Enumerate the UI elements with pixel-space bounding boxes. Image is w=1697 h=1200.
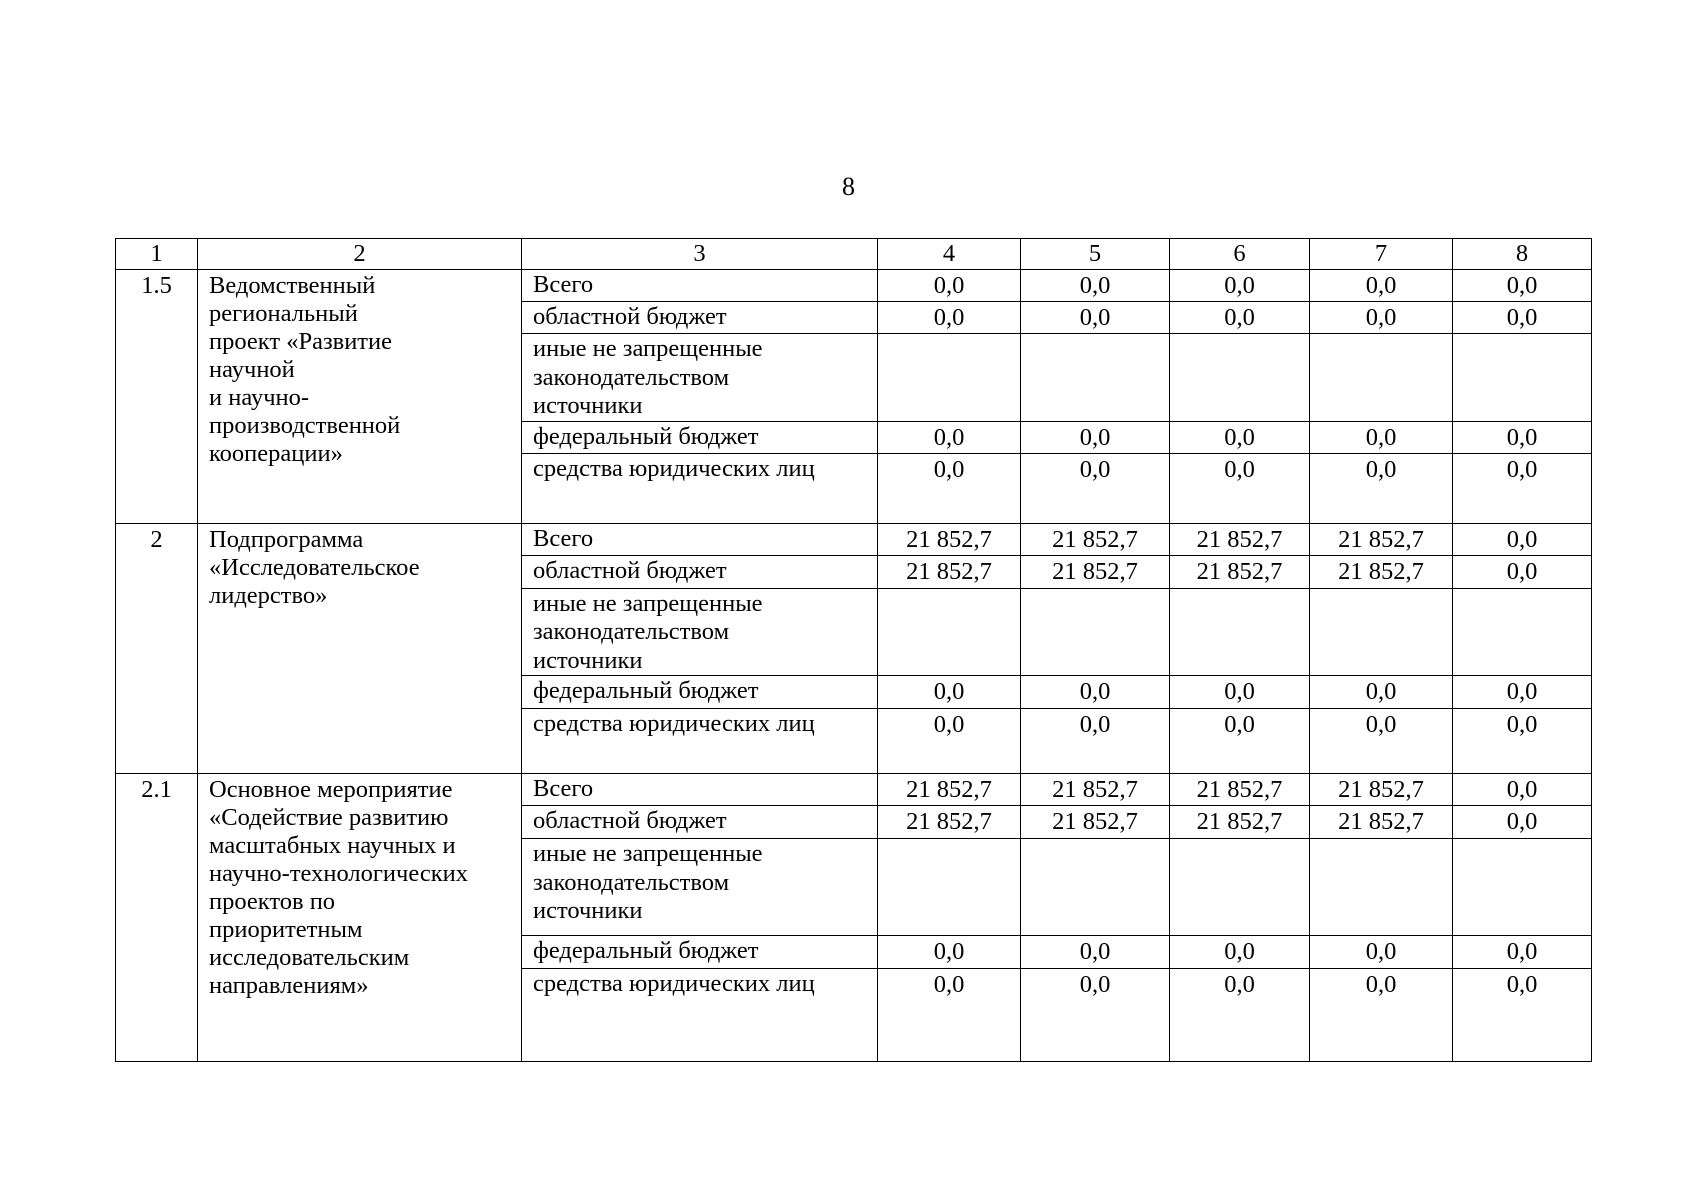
amount-cell: 0,0 xyxy=(878,453,1021,523)
amount-cell: 0,0 xyxy=(1453,421,1592,453)
amount-cell: 0,0 xyxy=(878,421,1021,453)
amount-cell xyxy=(1170,839,1310,936)
amount-cell: 0,0 xyxy=(1453,523,1592,555)
item-name-line: приоритетным xyxy=(209,916,363,943)
column-header: 2 xyxy=(198,239,522,270)
amount-cell: 21 852,7 xyxy=(1170,523,1310,555)
amount-cell: 21 852,7 xyxy=(1021,774,1170,806)
item-name-line: проект «Развитие xyxy=(209,328,392,355)
amount-cell: 0,0 xyxy=(1021,936,1170,969)
amount-cell: 0,0 xyxy=(1170,453,1310,523)
amount-cell: 21 852,7 xyxy=(1170,774,1310,806)
amount-cell xyxy=(1021,588,1170,676)
item-name-line: научно-технологических xyxy=(209,860,468,887)
amount-cell: 0,0 xyxy=(1170,676,1310,709)
amount-cell xyxy=(1310,334,1453,422)
amount-cell: 0,0 xyxy=(878,676,1021,709)
item-name-line: исследовательским xyxy=(209,944,410,971)
column-header: 3 xyxy=(522,239,878,270)
amount-cell: 0,0 xyxy=(1310,969,1453,1062)
amount-cell: 0,0 xyxy=(1453,936,1592,969)
item-name-line: масштабных научных и xyxy=(209,832,456,859)
amount-cell: 0,0 xyxy=(1310,676,1453,709)
item-name-line: производственной xyxy=(209,412,401,439)
amount-cell: 0,0 xyxy=(1453,302,1592,334)
amount-cell: 0,0 xyxy=(1453,969,1592,1062)
amount-cell xyxy=(1170,588,1310,676)
amount-cell: 0,0 xyxy=(1453,774,1592,806)
funding-source: Всего xyxy=(522,270,878,302)
item-name-line: Подпрограмма xyxy=(209,525,364,553)
funding-source-line: иные не запрещенные xyxy=(533,335,763,362)
amount-cell: 21 852,7 xyxy=(1310,523,1453,555)
amount-cell: 0,0 xyxy=(1453,709,1592,774)
table-row xyxy=(116,270,1592,302)
item-name-line: проектов по xyxy=(209,888,336,915)
item-name-line: региональный xyxy=(209,300,358,327)
amount-cell: 0,0 xyxy=(1310,421,1453,453)
table-row xyxy=(116,774,1592,806)
funding-source: средства юридических лиц xyxy=(522,453,878,523)
funding-source-line: иные не запрещенные xyxy=(533,840,763,867)
funding-source xyxy=(522,334,878,422)
amount-cell xyxy=(1453,334,1592,422)
amount-cell: 0,0 xyxy=(1453,270,1592,302)
amount-cell: 0,0 xyxy=(1170,709,1310,774)
funding-source-line: иные не запрещенные xyxy=(533,589,763,617)
column-header: 4 xyxy=(878,239,1021,270)
amount-cell: 21 852,7 xyxy=(1310,806,1453,839)
funding-source-line: источники xyxy=(533,646,643,674)
column-number-row xyxy=(116,239,1592,270)
item-name-line: «Содействие развитию xyxy=(209,804,449,831)
amount-cell xyxy=(878,839,1021,936)
column-header: 7 xyxy=(1310,239,1453,270)
column-header: 8 xyxy=(1453,239,1592,270)
amount-cell: 0,0 xyxy=(1021,270,1170,302)
funding-source: областной бюджет xyxy=(522,806,878,839)
amount-cell xyxy=(878,588,1021,676)
item-code: 2.1 xyxy=(116,774,198,1062)
amount-cell: 21 852,7 xyxy=(878,523,1021,555)
funding-source-line: законодательством xyxy=(533,363,730,391)
amount-cell: 0,0 xyxy=(1170,936,1310,969)
amount-cell: 0,0 xyxy=(1170,969,1310,1062)
amount-cell: 0,0 xyxy=(1170,421,1310,453)
column-header: 1 xyxy=(116,239,198,270)
amount-cell: 0,0 xyxy=(1310,709,1453,774)
column-header: 5 xyxy=(1021,239,1170,270)
funding-source: областной бюджет xyxy=(522,555,878,588)
item-name-line: Основное мероприятие xyxy=(209,776,453,803)
item-name-line: Ведомственный xyxy=(209,272,376,299)
amount-cell: 0,0 xyxy=(878,969,1021,1062)
amount-cell: 0,0 xyxy=(1170,302,1310,334)
amount-cell: 21 852,7 xyxy=(1021,523,1170,555)
amount-cell: 0,0 xyxy=(1453,676,1592,709)
item-name-line: лидерство» xyxy=(209,581,328,609)
item-code: 1.5 xyxy=(116,270,198,524)
amount-cell: 21 852,7 xyxy=(1310,555,1453,588)
amount-cell: 0,0 xyxy=(1310,270,1453,302)
amount-cell xyxy=(1453,588,1592,676)
funding-source xyxy=(522,588,878,676)
amount-cell: 21 852,7 xyxy=(1021,806,1170,839)
funding-source-line: законодательством xyxy=(533,868,730,896)
amount-cell: 21 852,7 xyxy=(1021,555,1170,588)
funding-table xyxy=(115,238,1592,1062)
amount-cell: 0,0 xyxy=(878,270,1021,302)
amount-cell xyxy=(1310,839,1453,936)
amount-cell xyxy=(1170,334,1310,422)
amount-cell xyxy=(878,334,1021,422)
amount-cell: 21 852,7 xyxy=(1170,806,1310,839)
amount-cell xyxy=(1021,334,1170,422)
item-code: 2 xyxy=(116,523,198,774)
item-name-line: и научно- xyxy=(209,384,310,411)
amount-cell: 21 852,7 xyxy=(878,774,1021,806)
item-name xyxy=(198,774,522,1062)
funding-source xyxy=(522,839,878,936)
amount-cell: 0,0 xyxy=(1310,453,1453,523)
amount-cell xyxy=(1021,839,1170,936)
funding-source: Всего xyxy=(522,523,878,555)
funding-source: средства юридических лиц xyxy=(522,969,878,1062)
amount-cell: 0,0 xyxy=(1170,270,1310,302)
amount-cell: 0,0 xyxy=(1021,302,1170,334)
item-name-line: кооперации» xyxy=(209,440,343,467)
funding-source: федеральный бюджет xyxy=(522,421,878,453)
item-name xyxy=(198,523,522,774)
amount-cell: 0,0 xyxy=(1021,676,1170,709)
funding-source: средства юридических лиц xyxy=(522,709,878,774)
amount-cell: 0,0 xyxy=(878,302,1021,334)
funding-source-line: законодательством xyxy=(533,618,730,645)
funding-source: Всего xyxy=(522,774,878,806)
amount-cell: 21 852,7 xyxy=(878,555,1021,588)
amount-cell: 0,0 xyxy=(1021,421,1170,453)
item-name-line: направлениям» xyxy=(209,972,369,999)
item-name-line: «Исследовательское xyxy=(209,553,420,581)
funding-source: областной бюджет xyxy=(522,302,878,334)
item-name xyxy=(198,270,522,524)
table-row xyxy=(116,523,1592,555)
amount-cell: 0,0 xyxy=(878,936,1021,969)
amount-cell: 21 852,7 xyxy=(1310,774,1453,806)
amount-cell xyxy=(1310,588,1453,676)
amount-cell: 0,0 xyxy=(1021,969,1170,1062)
funding-source-line: источники xyxy=(533,392,643,419)
amount-cell: 0,0 xyxy=(1021,709,1170,774)
column-header: 6 xyxy=(1170,239,1310,270)
amount-cell: 21 852,7 xyxy=(878,806,1021,839)
amount-cell xyxy=(1453,839,1592,936)
amount-cell: 0,0 xyxy=(1021,453,1170,523)
amount-cell: 0,0 xyxy=(1453,806,1592,839)
amount-cell: 0,0 xyxy=(878,709,1021,774)
amount-cell: 0,0 xyxy=(1453,555,1592,588)
funding-source: федеральный бюджет xyxy=(522,936,878,969)
amount-cell: 0,0 xyxy=(1453,453,1592,523)
funding-source: федеральный бюджет xyxy=(522,676,878,709)
amount-cell: 21 852,7 xyxy=(1170,555,1310,588)
amount-cell: 0,0 xyxy=(1310,302,1453,334)
amount-cell: 0,0 xyxy=(1310,936,1453,969)
funding-source-line: источники xyxy=(533,897,643,924)
page-number: 8 xyxy=(842,172,855,201)
item-name-line: научной xyxy=(209,356,295,383)
